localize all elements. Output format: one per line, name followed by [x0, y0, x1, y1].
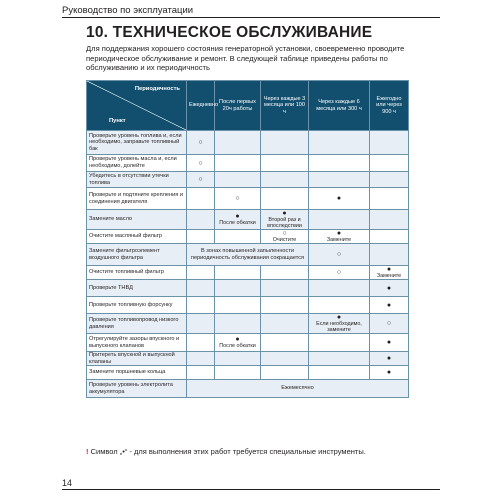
- item-cell: Убедитесь в отсутствии утечки топлива: [87, 172, 187, 188]
- filled-circle-icon: ●: [235, 213, 240, 220]
- item-cell: Замените масло: [87, 210, 187, 230]
- status-cell: [370, 188, 409, 210]
- table-header-row: [87, 81, 409, 131]
- header-corner-cell: [87, 81, 187, 131]
- status-cell: [309, 172, 370, 188]
- status-cell: [261, 188, 309, 210]
- table-row: [87, 314, 409, 334]
- item-cell: Проверьте уровень топлива и, если необходимо, заправьте топливный бак: [87, 131, 187, 155]
- filled-circle-icon: ●: [386, 369, 392, 377]
- item-cell: Проверьте ТНВД: [87, 280, 187, 297]
- column-header: Через каждые 3 месяца или 100 ч: [261, 81, 309, 131]
- open-circle-icon: ○: [336, 251, 342, 258]
- status-cell: [261, 266, 309, 280]
- status-cell: [370, 297, 409, 314]
- filled-circle-icon: ●: [386, 266, 392, 273]
- status-cell: [261, 155, 309, 172]
- item-cell: Проверьте топливную форсунку: [87, 297, 187, 314]
- status-cell: [309, 155, 370, 172]
- status-cell: [215, 155, 261, 172]
- maintenance-table: [86, 80, 409, 398]
- status-cell: [309, 131, 370, 155]
- status-cell: [261, 131, 309, 155]
- status-cell: [370, 155, 409, 172]
- status-cell: [370, 352, 409, 366]
- open-circle-icon: ○: [386, 320, 392, 327]
- item-cell: Замените поршневые кольца: [87, 366, 187, 380]
- status-cell: [187, 155, 215, 172]
- item-cell: Отрегулируйте зазоры впускного и выпускного клапанов: [87, 334, 187, 352]
- status-cell: [215, 297, 261, 314]
- open-circle-icon: ○: [282, 230, 287, 237]
- filled-circle-icon: ●: [235, 336, 240, 343]
- filled-circle-icon: ●: [336, 195, 342, 202]
- status-cell: [370, 314, 409, 334]
- status-cell: [187, 314, 215, 334]
- cell-note: Замените: [376, 273, 402, 279]
- table-row: [87, 155, 409, 172]
- column-header: После первых 20ч работы: [215, 81, 261, 131]
- item-cell: Очистите масляный фильтр: [87, 230, 187, 244]
- status-cell: [261, 314, 309, 334]
- item-heading: Пункт: [109, 118, 126, 125]
- table-row: [87, 131, 409, 155]
- status-cell: [261, 297, 309, 314]
- filled-circle-icon: ●: [386, 301, 392, 309]
- cell-note: После обкатки: [219, 220, 256, 226]
- status-cell: [370, 210, 409, 230]
- table-row: [87, 334, 409, 352]
- open-circle-icon: ○: [235, 195, 240, 202]
- table-row: [87, 366, 409, 380]
- status-cell: [309, 266, 370, 280]
- item-cell: Притереть впускной и выпускной клапаны: [87, 352, 187, 366]
- status-cell: [215, 366, 261, 380]
- status-cell: [309, 280, 370, 297]
- status-cell: [261, 172, 309, 188]
- status-cell: [187, 188, 215, 210]
- table-row: [87, 188, 409, 210]
- status-cell: [215, 334, 261, 352]
- span-note-cell: Ежемесячно: [187, 380, 409, 398]
- warning-icon: !: [86, 447, 89, 456]
- cell-note: Второй раз и впоследствии: [267, 217, 302, 229]
- cell-note: Замените: [326, 237, 352, 243]
- status-cell: [215, 314, 261, 334]
- status-cell: [187, 366, 215, 380]
- table-row: [87, 380, 409, 398]
- status-cell: [370, 266, 409, 280]
- status-cell: [370, 366, 409, 380]
- cell-note: Очистите: [272, 237, 297, 243]
- open-circle-icon: ○: [198, 159, 203, 167]
- column-header: Через каждые 6 месяца или 300 ч: [309, 81, 370, 131]
- status-cell: [261, 334, 309, 352]
- status-cell: [370, 280, 409, 297]
- status-cell: [215, 210, 261, 230]
- status-cell: [309, 314, 370, 334]
- status-cell: [370, 334, 409, 352]
- table-row: [87, 172, 409, 188]
- status-cell: [261, 210, 309, 230]
- status-cell: [187, 352, 215, 366]
- status-cell: [309, 230, 370, 244]
- filled-circle-icon: ●: [386, 355, 392, 363]
- item-cell: Проверьте уровень электролита аккумулятора: [87, 380, 187, 398]
- span-note-cell: В зонах повышенной запыленности периодичность обслуживания сокращается: [187, 244, 309, 266]
- status-cell: [309, 366, 370, 380]
- filled-circle-icon: ●: [386, 339, 392, 346]
- open-circle-icon: ○: [198, 176, 203, 183]
- running-header: Руководство по эксплуатации: [62, 5, 194, 16]
- status-cell: [370, 230, 409, 244]
- open-circle-icon: ○: [336, 269, 342, 276]
- column-header: Ежедневно: [187, 81, 215, 131]
- status-cell: [309, 334, 370, 352]
- status-cell: [215, 131, 261, 155]
- status-cell: [261, 366, 309, 380]
- status-cell: [309, 244, 370, 266]
- status-cell: [187, 230, 215, 244]
- footnote-text: Символ „•“ - для выполнения этих работ требуется специальные инструменты.: [90, 447, 366, 456]
- table-row: [87, 230, 409, 244]
- intro-paragraph: Для поддержания хорошего состояния генераторной установки, своевременно проводите периодическое обслуживание и ремонт. В следующей таблице приведены работы по обслуживанию и их периодичность: [86, 44, 405, 73]
- status-cell: [187, 131, 215, 155]
- filled-circle-icon: ●: [336, 314, 342, 321]
- status-cell: [309, 352, 370, 366]
- status-cell: [187, 334, 215, 352]
- status-cell: [215, 172, 261, 188]
- table-row: [87, 266, 409, 280]
- item-cell: Замените фильтроэлемент воздушного фильтра: [87, 244, 187, 266]
- item-cell: Очистите топливный фильтр: [87, 266, 187, 280]
- status-cell: [215, 188, 261, 210]
- status-cell: [215, 266, 261, 280]
- filled-circle-icon: ●: [336, 230, 342, 237]
- open-circle-icon: ○: [198, 139, 203, 146]
- table-row: [87, 210, 409, 230]
- section-title: 10. ТЕХНИЧЕСКОЕ ОБСЛУЖИВАНИЕ: [86, 24, 373, 41]
- item-cell: Проверьте и подтяните крепления и соединения двигателя: [87, 188, 187, 210]
- status-cell: [215, 280, 261, 297]
- header-rule: [62, 17, 440, 18]
- period-heading: Периодичность: [134, 86, 180, 92]
- item-cell: Проверьте уровень масла и, если необходимо, долейте: [87, 155, 187, 172]
- item-cell: Проверьте топливопровод низкого давления: [87, 314, 187, 334]
- status-cell: [187, 297, 215, 314]
- filled-circle-icon: ●: [282, 210, 287, 217]
- status-cell: [309, 297, 370, 314]
- status-cell: [309, 210, 370, 230]
- status-cell: [187, 172, 215, 188]
- status-cell: [370, 172, 409, 188]
- status-cell: [261, 230, 309, 244]
- cell-note: Если необходимо, замените: [316, 321, 362, 333]
- status-cell: [309, 188, 370, 210]
- column-header: Ежегодно или через 900 ч: [370, 81, 409, 131]
- status-cell: [370, 131, 409, 155]
- table-row: [87, 244, 409, 266]
- status-cell: [215, 230, 261, 244]
- filled-circle-icon: ●: [386, 284, 392, 292]
- status-cell: [370, 244, 409, 266]
- status-cell: [187, 280, 215, 297]
- status-cell: [261, 352, 309, 366]
- footnote: [86, 447, 366, 456]
- status-cell: [187, 210, 215, 230]
- page-number: 14: [62, 478, 73, 488]
- status-cell: [187, 266, 215, 280]
- table-row: [87, 352, 409, 366]
- status-cell: [215, 352, 261, 366]
- status-cell: [261, 280, 309, 297]
- footer-rule: [62, 489, 440, 490]
- cell-note: После обкатки: [219, 343, 256, 349]
- table-row: [87, 280, 409, 297]
- table-row: [87, 297, 409, 314]
